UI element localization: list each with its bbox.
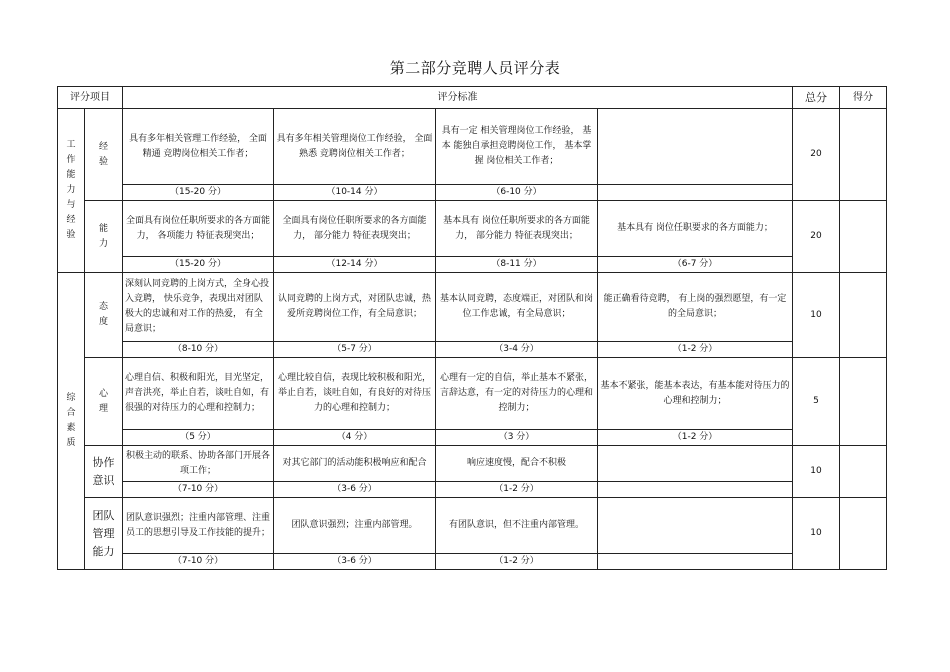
experience-range-2: （10-14 分） bbox=[274, 185, 436, 201]
psychology-range-row bbox=[58, 430, 887, 446]
ability-range-1: （15-20 分） bbox=[123, 257, 274, 273]
psychology-range-2: （4 分） bbox=[274, 430, 436, 446]
psychology-score-cell[interactable] bbox=[840, 358, 887, 446]
ability-range-2: （12-14 分） bbox=[274, 257, 436, 273]
ability-desc-2: 全面具有岗位任职所要求的各方面能力， 部分能力 特征表现突出； bbox=[274, 201, 436, 257]
cooperation-total: 10 bbox=[793, 446, 840, 498]
experience-desc-1: 具有多年相关管理工作经验， 全面精通 竞聘岗位相关工作者； bbox=[123, 109, 274, 185]
cooperation-desc-3: 响应速度慢，配合不积极 bbox=[436, 446, 598, 482]
team-desc-1: 团队意识强烈；注重内部管理、注重员工的思想引导及工作技能的提升； bbox=[123, 498, 274, 554]
ability-desc-4: 基本具有 岗位任职要求的各方面能力； bbox=[598, 201, 793, 257]
team-desc-2: 团队意识强烈；注重内部管理。 bbox=[274, 498, 436, 554]
team-score-cell[interactable] bbox=[840, 498, 887, 570]
attitude-total: 10 bbox=[793, 273, 840, 358]
psychology-desc-1: 心理自信、积极和阳光，目光坚定，声音洪亮，举止自若，谈吐自如，有很强的对待压力的心理和控制力； bbox=[123, 358, 274, 430]
cooperation-range-2: （3-6 分） bbox=[274, 482, 436, 498]
psychology-desc-3: 心理有一定的自信，举止基本不紧张，言辞达意，有一定的对待压力的心理和控制力； bbox=[436, 358, 598, 430]
subitem-team: 团队 管理 能力 bbox=[85, 498, 123, 570]
attitude-score-cell[interactable] bbox=[840, 273, 887, 358]
cooperation-desc-1: 积极主动的联系、协助各部门开展各项工作； bbox=[123, 446, 274, 482]
cooperation-desc-4 bbox=[598, 446, 793, 482]
experience-range-3: （6-10 分） bbox=[436, 185, 598, 201]
team-range-4 bbox=[598, 554, 793, 570]
ability-range-4: （6-7 分） bbox=[598, 257, 793, 273]
cooperation-score-cell[interactable] bbox=[840, 446, 887, 498]
cooperation-range-1: （7-10 分） bbox=[123, 482, 274, 498]
ability-total: 20 bbox=[793, 201, 840, 273]
team-desc-3: 有团队意识，但不注重内部管理。 bbox=[436, 498, 598, 554]
header-item: 评分项目 bbox=[58, 87, 123, 109]
team-total: 10 bbox=[793, 498, 840, 570]
attitude-desc-2: 认同竞聘的上岗方式，对团队忠诚，热爱所竞聘岗位工作，有全局意识； bbox=[274, 273, 436, 342]
attitude-desc-4: 能正确看待竞聘， 有上岗的强烈愿望，有一定的全局意识； bbox=[598, 273, 793, 342]
cooperation-range-row bbox=[58, 482, 887, 498]
team-range-2: （3-6 分） bbox=[274, 554, 436, 570]
category-work: 工 作 能 力 与 经 验 bbox=[58, 109, 85, 273]
attitude-range-1: （8-10 分） bbox=[123, 342, 274, 358]
experience-desc-3: 具有一定 相关管理岗位工作经验， 基本 能独自承担竞聘岗位工作， 基本掌握 岗位相关工作者； bbox=[436, 109, 598, 185]
psychology-desc-2: 心理比较自信，表现比较积极和阳光，举止自若，谈吐自如，有良好的对待压力的心理和控制力； bbox=[274, 358, 436, 430]
attitude-range-4: （1-2 分） bbox=[598, 342, 793, 358]
subitem-attitude: 态 度 bbox=[85, 273, 123, 358]
experience-total: 20 bbox=[793, 109, 840, 201]
experience-desc-4 bbox=[598, 109, 793, 185]
ability-range-3: （8-11 分） bbox=[436, 257, 598, 273]
team-desc-row bbox=[58, 498, 887, 554]
experience-range-4 bbox=[598, 185, 793, 201]
attitude-desc-3: 基本认同竞聘，态度端正，对团队和岗位工作忠诚，有全局意识； bbox=[436, 273, 598, 342]
header-score: 得分 bbox=[840, 87, 887, 109]
psychology-range-4: （1-2 分） bbox=[598, 430, 793, 446]
subitem-ability: 能 力 bbox=[85, 201, 123, 273]
attitude-range-2: （5-7 分） bbox=[274, 342, 436, 358]
team-range-row bbox=[58, 554, 887, 570]
category-overall: 综 合 素 质 bbox=[58, 273, 85, 570]
score-table bbox=[57, 86, 887, 570]
psychology-desc-4: 基本不紧张，能基本表达，有基本能对待压力的心理和控制力； bbox=[598, 358, 793, 430]
psychology-range-3: （3 分） bbox=[436, 430, 598, 446]
ability-desc-1: 全面具有岗位任职所要求的各方面能力， 各项能力 特征表现突出； bbox=[123, 201, 274, 257]
experience-desc-2: 具有多年相关管理岗位工作经验， 全面熟悉 竞聘岗位相关工作者； bbox=[274, 109, 436, 185]
ability-score-cell[interactable] bbox=[840, 201, 887, 273]
psychology-desc-row bbox=[58, 358, 887, 430]
subitem-cooperation: 协作 意识 bbox=[85, 446, 123, 498]
ability-desc-3: 基本具有 岗位任职所要求的各方面能力， 部分能力 特征表现突出； bbox=[436, 201, 598, 257]
experience-range-row bbox=[58, 185, 887, 201]
attitude-range-row bbox=[58, 342, 887, 358]
subitem-experience: 经 验 bbox=[85, 109, 123, 201]
ability-range-row bbox=[58, 257, 887, 273]
experience-desc-row bbox=[58, 109, 887, 185]
team-range-3: （1-2 分） bbox=[436, 554, 598, 570]
psychology-range-1: （5 分） bbox=[123, 430, 274, 446]
header-row bbox=[58, 87, 887, 109]
attitude-range-3: （3-4 分） bbox=[436, 342, 598, 358]
attitude-desc-1: 深刻认同竞聘的上岗方式，全身心投入竞聘， 快乐竞争，表现出对团队极大的忠诚和对工作的热爱， 有全局意识； bbox=[123, 273, 274, 342]
team-range-1: （7-10 分） bbox=[123, 554, 274, 570]
experience-score-cell[interactable] bbox=[840, 109, 887, 201]
page-title: 第二部分竞聘人员评分表 bbox=[389, 59, 561, 77]
ability-desc-row bbox=[58, 201, 887, 257]
subitem-psychology: 心 理 bbox=[85, 358, 123, 446]
header-total: 总分 bbox=[793, 87, 840, 109]
cooperation-desc-row bbox=[58, 446, 887, 482]
psychology-total: 5 bbox=[793, 358, 840, 446]
header-criteria: 评分标准 bbox=[123, 87, 793, 109]
cooperation-desc-2: 对其它部门的活动能积极响应和配合 bbox=[274, 446, 436, 482]
cooperation-range-4 bbox=[598, 482, 793, 498]
cooperation-range-3: （1-2 分） bbox=[436, 482, 598, 498]
experience-range-1: （15-20 分） bbox=[123, 185, 274, 201]
attitude-desc-row bbox=[58, 273, 887, 342]
team-desc-4 bbox=[598, 498, 793, 554]
